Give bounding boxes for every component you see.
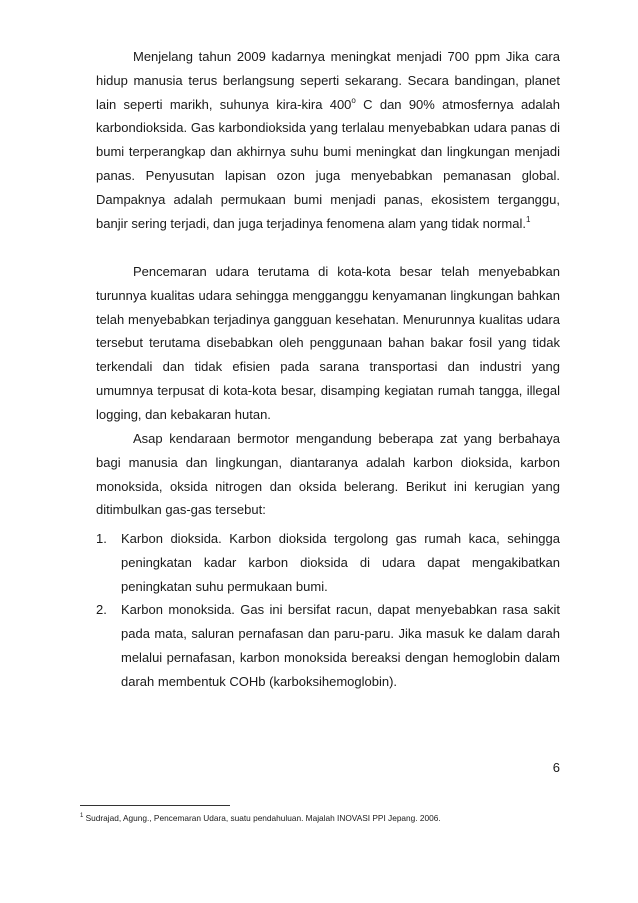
- footnote: [80, 812, 580, 824]
- list-item: [96, 527, 560, 598]
- numbered-list: [96, 527, 560, 694]
- body-text-middle: [96, 260, 560, 427]
- footnote-reference[interactable]: 1: [525, 214, 531, 224]
- list-item-text: Karbon monoksida. Gas ini bersifat racun, dapat menyebabkan rasa sakit pada mata, saluran pernafasan dan paru-paru. Jika masuk ke dalam darah melalui pernafasan, karbon monoksida bereaksi dengan hemoglobin dalam darah membentuk COHb (karboksihemoglobin).: [121, 602, 560, 689]
- footnote-separator: [80, 805, 230, 806]
- footnote-marker: 1: [80, 813, 84, 819]
- paragraph-3: Asap kendaraan bermotor mengandung beberapa zat yang berbahaya bagi manusia dan lingkungan, diantaranya adalah karbon dioksida, karbon monoksida, oksida nitrogen dan oksida belerang. Berikut ini kerugian yang ditimbulkan gas-gas tersebut:: [96, 431, 560, 518]
- page-number: 6: [552, 760, 560, 775]
- body-text-top: [96, 45, 560, 235]
- list-item-number: 1.: [96, 531, 107, 546]
- paragraph-2: Pencemaran udara terutama di kota-kota besar telah menyebabkan turunnya kualitas udara sehingga mengganggu kenyamanan lingkungan bahkan telah menyebabkan terjadinya gangguan kesehatan. Menurunnya kualitas udara tersebut terutama disebabkan oleh penggunaan bahan bakar fosil yang tidak terkendali dan tidak efisien pada sarana transportasi dan industri yang umumnya terpusat di kota-kota besar, disamping kegiatan rumah tangga, illegal logging, dan kebakaran hutan.: [96, 264, 560, 422]
- footnote-text: Sudrajad, Agung., Pencemaran Udara, suatu pendahuluan. Majalah INOVASI PPI Jepang. 2006.: [83, 813, 441, 823]
- list-item: [96, 598, 560, 693]
- list-item-text: Karbon dioksida. Karbon dioksida tergolong gas rumah kaca, sehingga peningkatan kadar karbon dioksida di udara dapat mengakibatkan peningkatan suhu permukaan bumi.: [121, 531, 560, 594]
- paragraph-1: [96, 45, 560, 235]
- body-text-lower: [96, 427, 560, 522]
- degree-superscript: o: [351, 95, 356, 105]
- paragraph-1-text-a: Menjelang tahun 2009 kadarnya meningkat menjadi 700 ppm Jika cara hidup manusia terus berlangsung seperti sekarang. Secara bandingan, planet lain seperti marikh, suhunya kira-kira 400: [96, 49, 560, 112]
- list-item-number: 2.: [96, 602, 107, 618]
- paragraph-1-text-b: C dan 90% atmosfernya adalah karbondioksida. Gas karbondioksida yang terlalau menyebabkan udara panas di bumi terperangkap dan akhirnya suhu bumi meningkat dan lingkungan menjadi panas. Penyusutan lapisan ozon juga menyebabkan pemanasan global. Dampaknya adalah permukaan bumi menjadi panas, ekosistem terganggu, banjir sering terjadi, dan juga terjadinya fenomena alam yang tidak normal.: [96, 96, 560, 231]
